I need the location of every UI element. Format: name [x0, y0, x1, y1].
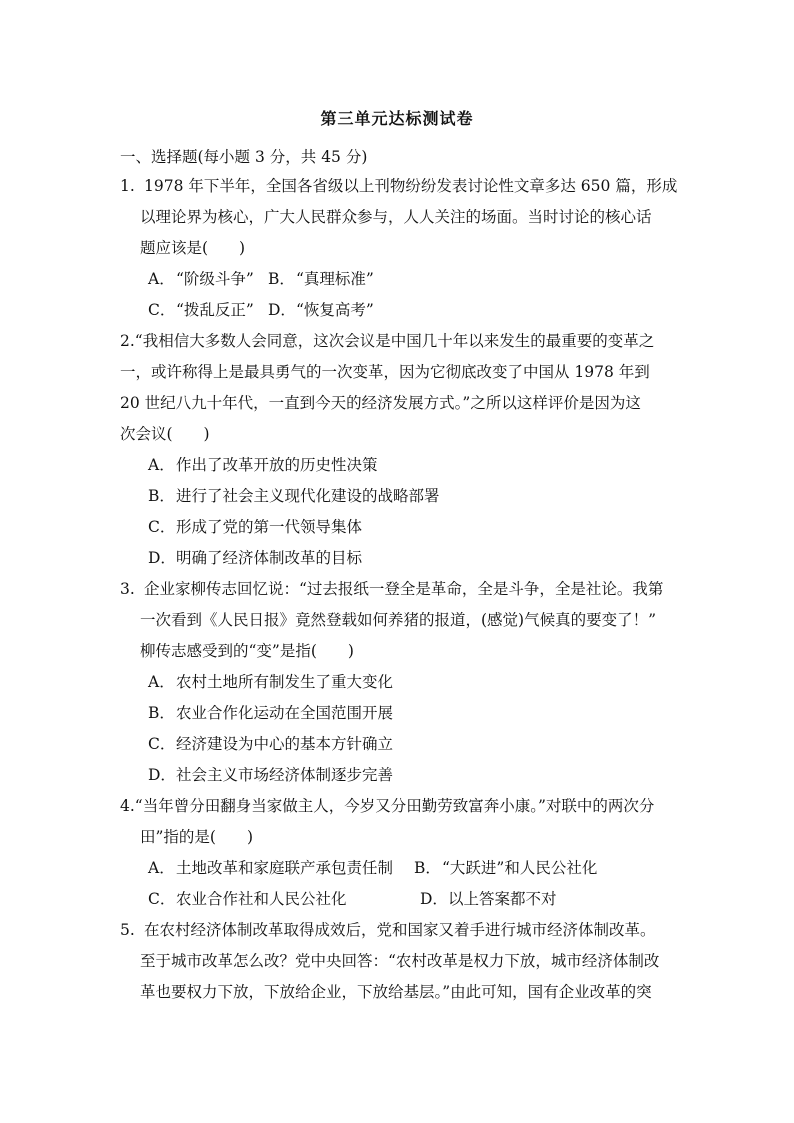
question-3-option-d: D．社会主义市场经济体制逐步完善	[148, 766, 394, 784]
question-5-line-3: 革也要权力下放，下放给企业，下放给基层。”由此可知，国有企业改革的突	[140, 983, 652, 1001]
question-4-line-1: 4.“当年曾分田翻身当家做主人，今岁又分田勤劳致富奔小康。”对联中的两次分	[120, 797, 655, 815]
question-2-option-b: B．进行了社会主义现代化建设的战略部署	[148, 487, 440, 505]
question-2-number: 2.	[120, 332, 135, 350]
question-1-number: 1.	[120, 177, 135, 195]
question-5-line-2: 至于城市改革怎么改？党中央回答：“农村改革是权力下放，城市经济体制改	[140, 952, 660, 970]
question-4-option-c: C．农业合作社和人民公社化	[148, 890, 347, 908]
question-4-option-d: D．以上答案都不对	[420, 890, 557, 908]
question-2-option-d: D．明确了经济体制改革的目标	[148, 549, 363, 567]
page-title: 第三单元达标测试卷	[320, 109, 474, 128]
question-3-line-2: 一次看到《人民日报》竟然登载如何养猪的报道，(感觉)气候真的要变了！”	[140, 611, 657, 629]
question-3-option-b: B．农业合作化运动在全国范围开展	[148, 704, 394, 722]
question-3-line-1: 3. 企业家柳传志回忆说：“过去报纸一登全是革命，全是斗争，全是社论。我第	[120, 580, 664, 598]
question-2-line-1: 2.“我相信大多数人会同意，这次会议是中国几十年以来发生的最重要的变革之	[120, 332, 655, 350]
question-4-line-2: 田”指的是( )	[140, 828, 254, 846]
question-1-line-3: 题应该是( )	[140, 239, 246, 257]
question-2-option-a: A．作出了改革开放的历史性决策	[148, 456, 378, 474]
section-heading: 一、选择题(每小题 3 分，共 45 分)	[120, 148, 368, 166]
question-2-option-c: C．形成了党的第一代领导集体	[148, 518, 363, 536]
question-4-option-b: B．“大跃进”和人民公社化	[414, 859, 598, 877]
question-4-number: 4.	[120, 797, 135, 815]
question-1-option-a: A．“阶级斗争”	[148, 270, 254, 288]
question-3-line-3: 柳传志感受到的“变”是指( )	[140, 642, 354, 660]
question-3-number: 3.	[120, 580, 135, 598]
question-1-option-b: B．“真理标准”	[268, 270, 374, 288]
question-3-option-a: A．农村土地所有制发生了重大变化	[148, 673, 394, 691]
question-4-option-a: A．土地改革和家庭联产承包责任制	[148, 859, 394, 877]
question-3-option-c: C．经济建设为中心的基本方针确立	[148, 735, 394, 753]
question-1-option-d: D．“恢复高考”	[268, 301, 374, 319]
question-2-line-4: 次会议( )	[120, 425, 210, 443]
question-2-line-3: 20 世纪八九十年代，一直到今天的经济发展方式。”之所以这样评价是因为这	[120, 394, 641, 412]
question-5-line-1: 5. 在农村经济体制改革取得成效后，党和国家又着手进行城市经济体制改革。	[120, 921, 656, 939]
question-1-line-2: 以理论界为核心，广大人民群众参与，人人关注的场面。当时讨论的核心话	[140, 208, 652, 226]
question-2-line-2: 一，或许称得上是最具勇气的一次变革，因为它彻底改变了中国从 1978 年到	[120, 363, 650, 381]
question-1-option-c: C．“拨乱反正”	[148, 301, 254, 319]
question-1-line-1: 1. 1978 年下半年，全国各省级以上刊物纷纷发表讨论性文章多达 650 篇，形成	[120, 177, 678, 195]
question-5-number: 5.	[120, 921, 135, 939]
